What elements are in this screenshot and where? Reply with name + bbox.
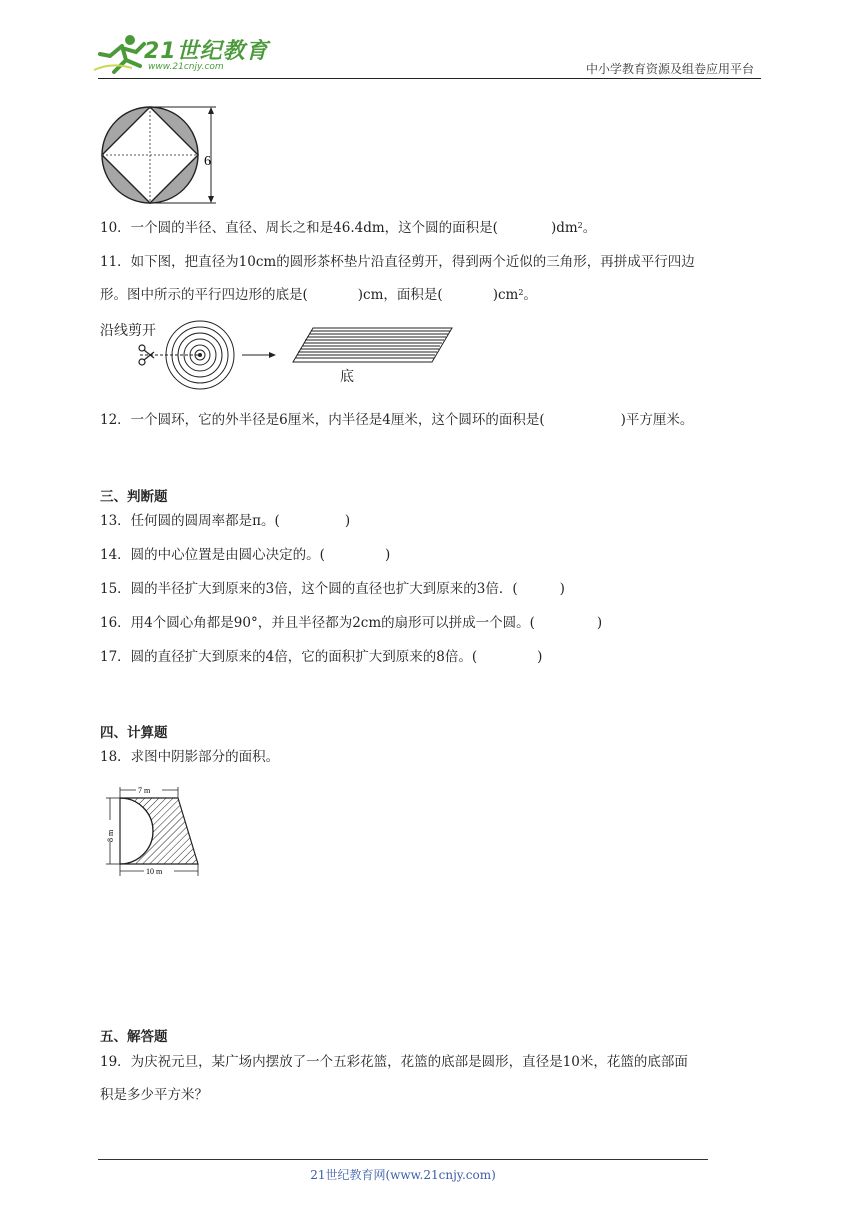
question-19-line2: 积是多少平方米？ [100,1087,208,1103]
footer-divider [98,1159,708,1160]
fig11-cut-label: 沿线剪开 [100,323,156,339]
question-11-line2: 形。图中所示的平行四边形的底是( )cm，面积是( )$cm^2$。 [100,287,537,303]
header-divider [98,78,761,79]
fig18-left-label: 8 m [106,829,115,842]
fig9-dim-label: 6 [204,154,211,169]
header-right-text: 中小学教育资源及组卷应用平台 [585,62,754,76]
question-12: 12．一个圆环，它的外半径是6厘米，内半径是4厘米，这个圆环的面积是( )平方厘米。 [100,412,694,428]
question-16: 16．用4个圆心角都是90°，并且半径都为2cm的扇形可以拼成一个圆。( ) [100,615,603,631]
section-5-title: 五、解答题 [100,1029,168,1045]
question-10: 10．一个圆的半径、直径、周长之和是46.4dm，这个圆的面积是( )$dm^2$。 [100,220,597,236]
question-13: 13．任何圆的圆周率都是π。( ) [100,513,351,529]
question-15: 15．圆的半径扩大到原来的3倍，这个圆的直径也扩大到原来的3倍．( ) [100,581,565,597]
header [92,28,762,80]
section-4-title: 四、计算题 [100,725,168,741]
logo-text: 21世纪教育 [144,39,269,64]
question-19-line1: 19．为庆祝元旦，某广场内摆放了一个五彩花篮，花篮的底部是圆形，直径是10米，花篮的底部面 [100,1054,688,1070]
question-14: 14．圆的中心位置是由圆心决定的。( ) [100,547,391,563]
fig18-top-label: 7 m [138,786,151,795]
fig11-base-label: 底 [340,369,354,385]
trapezoid-shaded-figure [100,786,204,878]
footer-text[interactable]: 21世纪教育网(www.21cnjy.com) [310,1168,496,1182]
circle-square-figure [98,105,222,205]
question-17: 17．圆的直径扩大到原来的4倍，它的面积扩大到原来的8倍。( ) [100,649,543,665]
question-11-line1: 11．如下图，把直径为10cm的圆形茶杯垫片沿直径剪开，得到两个近似的三角形，再拼成平行四边 [100,254,695,270]
concentric-circles-figure [130,320,460,390]
logo-url: www.21cnjy.com [148,62,224,72]
fig18-bottom-label: 10 m [146,867,163,876]
question-18: 18．求图中阴影部分的面积。 [100,749,280,765]
section-3-title: 三、判断题 [100,489,168,505]
